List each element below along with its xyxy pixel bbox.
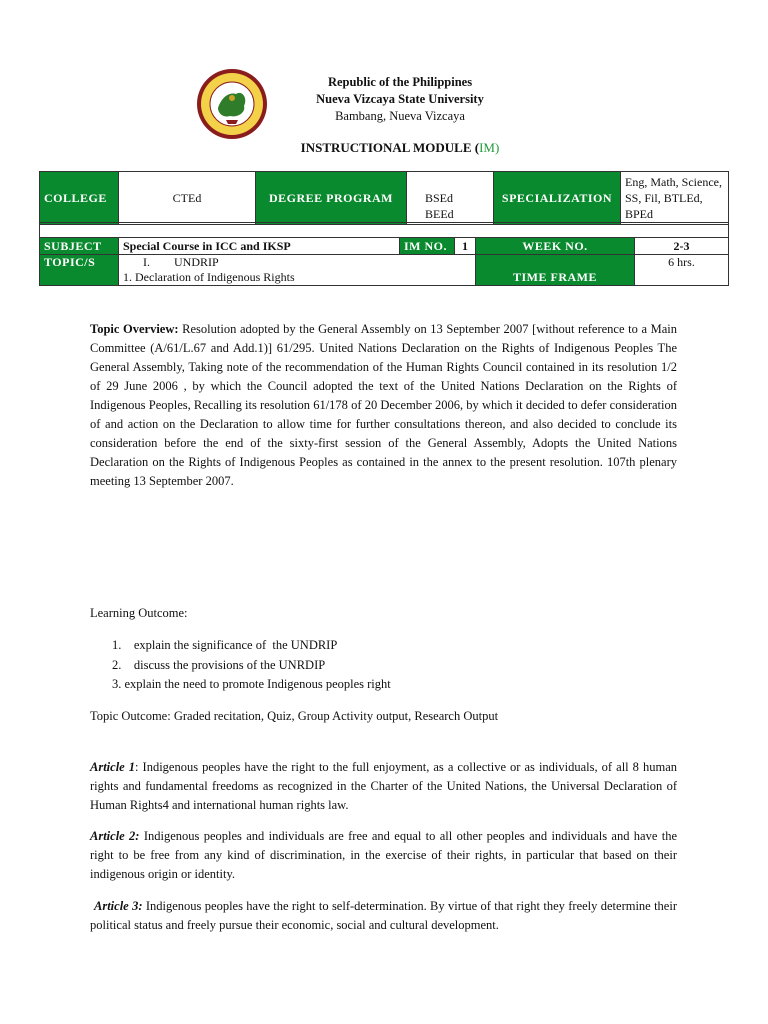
college-value: CTEd	[119, 172, 256, 225]
topic-overview-text: Resolution adopted by the General Assembly on 13 September 2007 [without reference to a Main Committee (A/61/L.67 and Add.1)] 61/295. United Nations Declaration on the Rights of Indigenous Peoples The General Assembly, Taking note of the recommendation of the Human Rights Council contained in its resolution 1/2 of 29 June 2006 , by which the Council adopted the text of the United Nations Declaration on the Rights of Indigenous Peoples, Recalling its resolution 61/178 of 20 December 2006, by which it decided to defer consideration of and action on the Declaration to allow time for further consultations thereon, and also decided to conclude its consideration before the end of the sixty-first session of the General Assembly, Adopts the United Nations Declaration on the Rights of Indigenous Peoples as contained in the annex to the present resolution. 107th plenary meeting 13 September 2007.	[90, 322, 677, 488]
degree-program-label: DEGREE PROGRAM	[256, 172, 407, 225]
topic-value: I. UNDRIP 1. Declaration of Indigenous Rights	[119, 255, 476, 286]
topic-label: TOPIC/S	[40, 255, 119, 286]
subject-label: SUBJECT	[40, 238, 119, 255]
spacer-cell	[40, 223, 729, 238]
article-label: Article 3:	[94, 899, 143, 913]
article-label: Article 1	[90, 760, 136, 774]
im-no-label: IM NO.	[400, 238, 455, 255]
article-text: Indigenous peoples and individuals are free and equal to all other peoples and individuals and have the right to be free from any kind of discrimination, in the exercise of their rights, in particular that based on their indigenous origin or identity.	[90, 829, 678, 881]
spacer-table	[39, 222, 729, 238]
article-2	[90, 827, 677, 884]
specialization-label: SPECIALIZATION	[494, 172, 621, 225]
time-frame-label: TIME FRAME	[476, 255, 635, 286]
institution-header	[240, 74, 560, 125]
subject-value: Special Course in ICC and IKSP	[119, 238, 400, 255]
republic-line: Republic of the Philippines	[327, 75, 473, 89]
list-item: 1. explain the significance of the UNDRIP	[112, 638, 338, 652]
learning-outcome-heading: Learning Outcome:	[90, 606, 188, 620]
im-no-value: 1	[455, 238, 476, 255]
list-item: 3. explain the need to promote Indigenous peoples right	[112, 677, 391, 691]
week-no-label: WEEK NO.	[476, 238, 635, 255]
program-info-table	[39, 171, 729, 225]
article-3	[90, 897, 677, 935]
article-text: : Indigenous peoples have the right to the full enjoyment, as a collective or as individuals, of all 8 human rights and fundamental freedoms as recognized in the Charter of the United Nations, the Universal Declaration of Human Rights4 and international human rights law.	[90, 760, 677, 812]
learning-outcome-list	[112, 636, 391, 695]
topic-outcome: Topic Outcome: Graded recitation, Quiz, Group Activity output, Research Output	[90, 709, 499, 723]
article-1	[90, 758, 677, 815]
college-label: COLLEGE	[40, 172, 119, 225]
week-no-value: 2-3	[635, 238, 729, 255]
list-item: 2. discuss the provisions of the UNRDIP	[112, 657, 326, 672]
module-abbr: IM	[479, 140, 495, 155]
university-location: Bambang, Nueva Vizcaya	[335, 109, 465, 123]
specialization-value: Eng, Math, Science, SS, Fil, BTLEd, BPEd	[621, 172, 729, 225]
article-label: Article 2:	[90, 829, 140, 843]
degree-program-value: BSEd BEEd	[407, 172, 494, 225]
article-text: Indigenous peoples have the right to self-determination. By virtue of that right they freely determine their political status and freely pursue their economic, social and cultural development.	[90, 899, 677, 932]
time-frame-value: 6 hrs.	[635, 255, 729, 286]
module-title: INSTRUCTIONAL MODULE (IM)	[300, 140, 500, 155]
university-name: Nueva Vizcaya State University	[316, 92, 484, 106]
topic-overview	[90, 320, 677, 491]
subject-table	[39, 237, 729, 286]
topic-overview-label: Topic Overview:	[90, 322, 179, 336]
